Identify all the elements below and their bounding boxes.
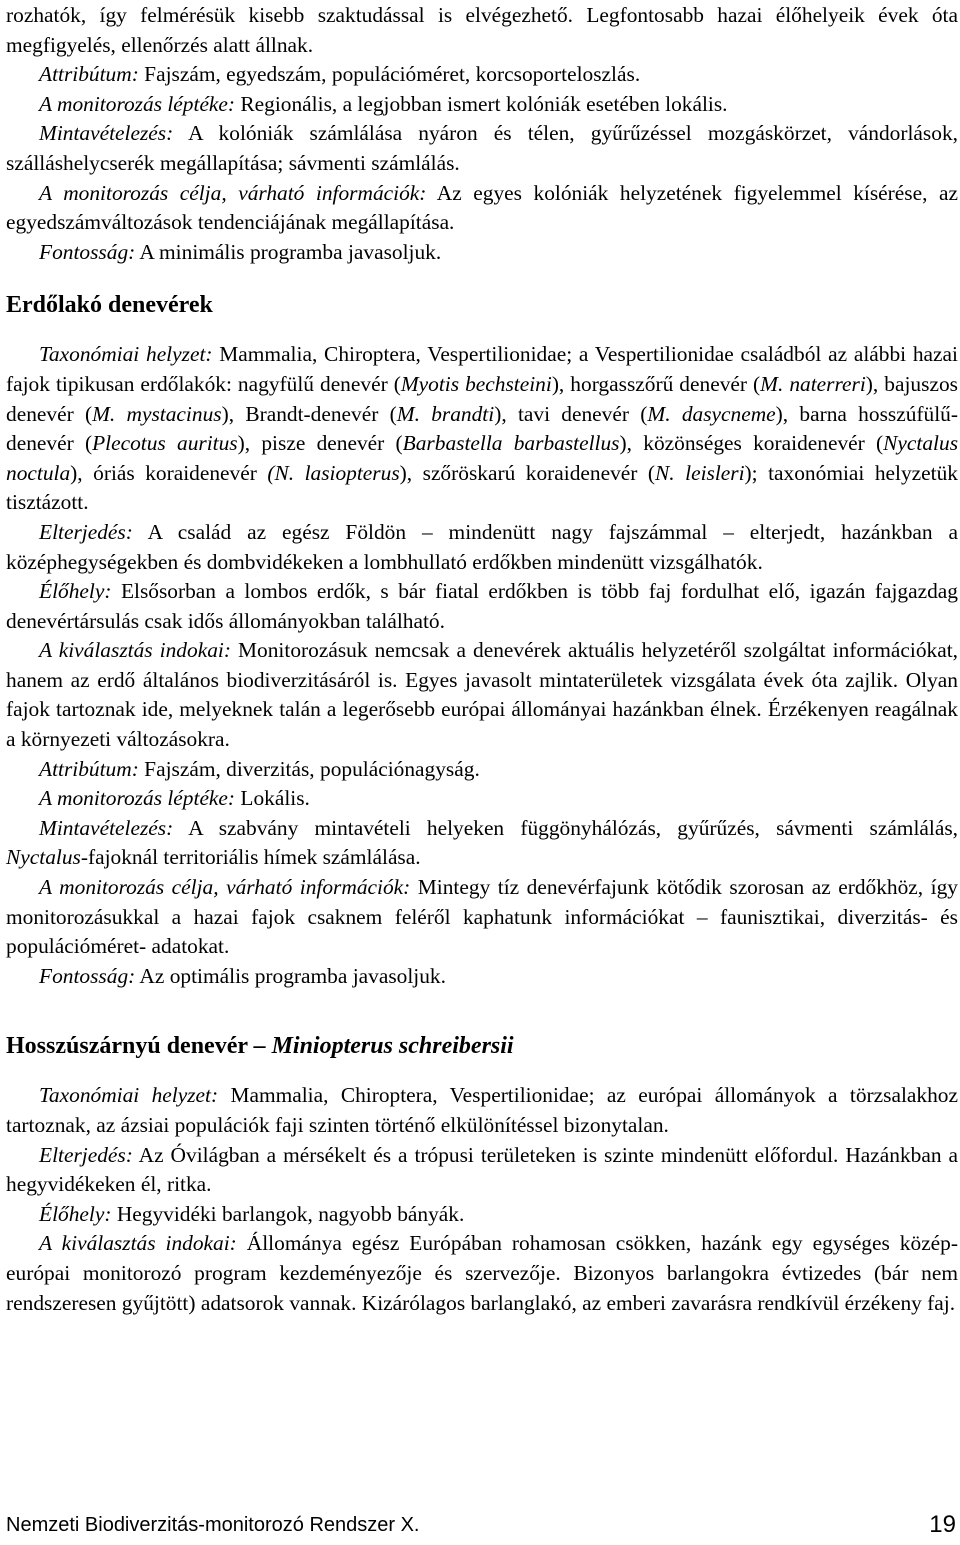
species-name: M. mystacinus <box>92 401 222 426</box>
field-value: A kolóniák számlálása nyáron és télen, gyűrűzéssel mozgáskörzet, vándorlások, szálláshelycserék megállapítása; sávmenti számlálás. <box>6 121 958 175</box>
field-label: A monitorozás léptéke: <box>39 91 236 116</box>
text-run: ), szőröskarú koraidenevér ( <box>399 460 656 485</box>
s1-importance-field <box>6 962 958 992</box>
s2-habitat-field <box>6 1200 958 1230</box>
text-run: ), bajuszos denevér ( <box>6 371 958 426</box>
text-run: ), Brandt-denevér ( <box>221 401 397 426</box>
field-label: A kiválasztás indokai: <box>39 638 231 663</box>
s1-reasons-field <box>6 636 958 754</box>
s1-distribution-field <box>6 518 958 577</box>
text-run: ), pisze denevér ( <box>237 431 403 456</box>
s2-reasons-field <box>6 1229 958 1318</box>
field-label: Fontosság: <box>39 239 136 264</box>
field-label: A monitorozás célja, várható információk: <box>39 875 411 900</box>
field-label: Attribútum: <box>39 62 139 87</box>
document-page <box>6 0 958 1318</box>
field-label: Attribútum: <box>39 756 139 781</box>
top-scale-field <box>6 90 958 120</box>
title-text: Hosszúszárnyú denevér – <box>6 1033 272 1060</box>
s2-taxonomy-field <box>6 1081 958 1140</box>
s1-sampling-field <box>6 814 958 873</box>
species-name: Nyctalus noctula <box>6 431 959 485</box>
field-label: Élőhely: <box>39 579 112 604</box>
text-run: ), barna hosszúfülű-denevér ( <box>6 401 958 456</box>
field-value: Fajszám, egyedszám, populációméret, korcsoporteloszlás. <box>138 62 641 87</box>
field-value: Mammalia, Chiroptera, Vespertilionidae; az európai állományok a törzsalakhoz tartoznak, az ázsiai populációk faji szinten történő elkülönítéssel bizonytalan. <box>6 1083 958 1137</box>
species-name: M. dasycneme <box>647 401 776 426</box>
text-run: ), horgasszőrű denevér ( <box>551 371 761 396</box>
s1-habitat-field <box>6 577 958 636</box>
continuation-paragraph: rozhatók, így felmérésük kisebb szaktudással is elvégezhető. Legfontosabb hazai élőhelyeik évek óta megfigyelés, ellenőrzés alatt állnak. <box>6 3 958 57</box>
field-label: Taxonómiai helyzet: <box>39 1083 219 1108</box>
field-label: Élőhely: <box>39 1201 112 1226</box>
section-title-long-winged-bat <box>6 1031 958 1061</box>
field-value: Mintegy tíz denevérfajunk kötődik szorosan az erdőkhöz, így monitorozásukkal a hazai fajok csaknem feléről kaphatunk információkat – faunisztikai, diverzitás- és populációméret- adatokat. <box>6 875 958 959</box>
top-importance-field <box>6 238 958 268</box>
s1-scale-field <box>6 784 958 814</box>
text-run: ), óriás koraidenevér <box>70 460 268 485</box>
field-value: Hegyvidéki barlangok, nagyobb bányák. <box>111 1201 465 1226</box>
text-run: ), tavi denevér ( <box>494 401 648 426</box>
text-run: ), közönséges koraidenevér ( <box>619 431 884 456</box>
field-label: Mintavételezés: <box>39 121 174 146</box>
field-value: Az optimális programba javasoljuk. <box>135 963 446 988</box>
field-value: Az Óvilágban a mérsékelt és a trópusi területeken is szinte mindenütt előfordul. Hazánkban a hegyvidékeken él, ritka. <box>6 1142 958 1197</box>
page-number: 19 <box>929 1511 956 1538</box>
species-name: Myotis bechsteini <box>400 371 552 396</box>
species-name: M. naterreri <box>760 371 866 396</box>
s1-attribute-field <box>6 755 958 785</box>
species-name: Plecotus auritus <box>92 431 238 456</box>
field-label: A monitorozás célja, várható információk: <box>39 180 427 205</box>
field-value: Elsősorban a lombos erdők, s bár fiatal erdőkben is több faj fordulhat elő, igazán fajgazdag denevértársulás csak idős állományokban található. <box>6 579 958 633</box>
field-value: Regionális, a legjobban ismert kolóniák esetében lokális. <box>235 91 728 116</box>
field-label: A kiválasztás indokai: <box>39 1231 237 1256</box>
species-name: Barbastella barbastellus <box>402 431 620 456</box>
species-name: M. brandti <box>396 401 495 426</box>
field-value: A család az egész Földön – mindenütt nagy fajszámmal – elterjedt, hazánkban a középhegységekben és dombvidékeken a lombhullató erdőkben mindenütt vizsgálhatók. <box>6 519 958 574</box>
field-label: A monitorozás léptéke: <box>39 786 236 811</box>
text-run: A szabvány mintavételi helyeken függönyhálózás, gyűrűzés, sávmenti számlálás, <box>173 815 958 840</box>
page-footer <box>6 1512 956 1538</box>
genus-name: Nyctalus <box>6 845 81 870</box>
field-value: Az egyes kolóniák helyzetének figyelemmel kísérése, az egyedszámváltozások tendenciájának megállapítása. <box>6 180 958 235</box>
field-label: Mintavételezés: <box>39 815 174 840</box>
field-label: Elterjedés: <box>39 1142 133 1167</box>
s1-goal-field <box>6 873 958 962</box>
publication-title: Nemzeti Biodiverzitás-monitorozó Rendszer X. <box>6 1514 420 1536</box>
field-value: Monitorozásuk nemcsak a denevérek aktuális helyzetéről szolgáltat információkat, hanem az erdő általános biodiverzitásáról is. Egyes javasolt mintaterületek vizsgálata évek óta zajlik. Olyan fajok tartoznak ide, melyeknek talán a legerősebb európai állományai hazánkban élnek. Érzékenyen reagálnak a környezeti változásokra. <box>6 638 958 752</box>
field-value: Állománya egész Európában rohamosan csökken, hazánk egy egységes közép-európai monitorozó program kezdeményezője és szervezője. Bizonyos barlangokra évtizedes (bár nem rendszeresen gyűjtött) adatsorok vannak. Kizárólagos barlanglakó, az emberi zavarásra rendkívül érzékeny faj. <box>6 1231 958 1315</box>
s2-distribution-field <box>6 1141 958 1200</box>
field-value: Lokális. <box>235 786 310 811</box>
top-goal-field <box>6 179 958 238</box>
field-value: Fajszám, diverzitás, populációnagyság. <box>138 756 480 781</box>
field-value: A minimális programba javasoljuk. <box>135 239 442 264</box>
title-species-name: Miniopterus schreibersii <box>271 1033 514 1060</box>
text-run: -fajoknál territoriális hímek számlálása. <box>80 845 421 870</box>
s1-taxonomy-field <box>6 340 958 518</box>
field-label: Elterjedés: <box>39 519 133 544</box>
field-label: Fontosság: <box>39 963 136 988</box>
text-run: ); taxonómiai helyzetük tisztázott. <box>6 460 958 515</box>
top-attribute-field <box>6 60 958 90</box>
species-name: (N. lasiopterus <box>267 460 400 485</box>
top-sampling-field <box>6 119 958 178</box>
field-label: Taxonómiai helyzet: <box>39 342 213 367</box>
text-run: Mammalia, Chiroptera, Vespertilionidae; a Vespertilionidae családból az alábbi hazai fajok tipikusan erdőlakók: nagyfülű denevér ( <box>6 342 958 396</box>
species-name: N. leisleri <box>655 460 745 485</box>
section-title-forest-bats: Erdőlakó denevérek <box>6 292 213 319</box>
